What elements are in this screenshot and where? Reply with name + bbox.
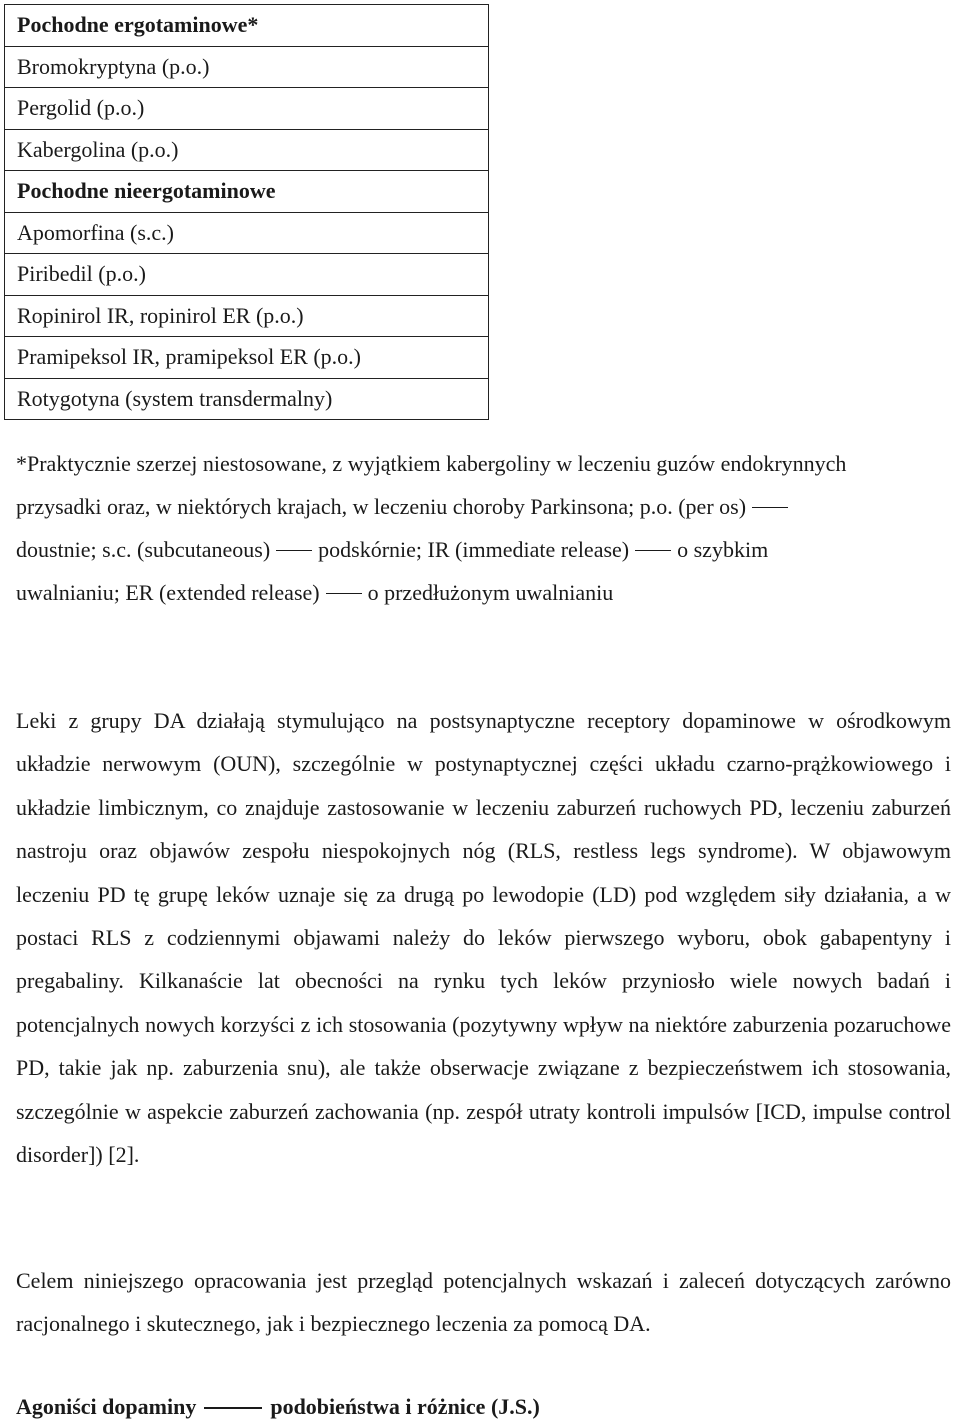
footnote-line-3-part-b: podskórnie; IR (immediate release) xyxy=(318,537,630,562)
table-row xyxy=(5,254,489,296)
footnote-line-4 xyxy=(16,582,613,604)
table-row xyxy=(5,46,489,88)
footnote-line-3-part-a: doustnie; s.c. (subcutaneous) xyxy=(16,537,271,562)
em-dash xyxy=(276,550,312,551)
table-cell: Pergolid (p.o.) xyxy=(5,88,489,130)
table-group-header: Pochodne ergotaminowe* xyxy=(5,5,489,47)
section-heading-part-2: podobieństwa i różnice (J.S.) xyxy=(270,1394,540,1419)
footnote-line-1: *Praktycznie szerzej niestosowane, z wyjątkiem kabergoliny w leczeniu guzów endokrynnych xyxy=(16,451,847,476)
table-row xyxy=(5,88,489,130)
em-dash xyxy=(326,593,362,594)
section-heading-part-1: Agoniści dopaminy xyxy=(16,1394,197,1419)
table-cell: Ropinirol IR, ropinirol ER (p.o.) xyxy=(5,295,489,337)
table-row xyxy=(5,295,489,337)
table-row xyxy=(5,171,489,213)
table-cell: Kabergolina (p.o.) xyxy=(5,129,489,171)
footnote-line-2 xyxy=(16,496,794,518)
footnote-line-3-part-c: o szybkim xyxy=(677,537,769,562)
table-row xyxy=(5,5,489,47)
table-cell: Bromokryptyna (p.o.) xyxy=(5,46,489,88)
footnote-line-3 xyxy=(16,539,768,561)
dopamine-agonists-table xyxy=(4,4,489,420)
footnote-line-2-text: przysadki oraz, w niektórych krajach, w leczeniu choroby Parkinsona; p.o. (per os) xyxy=(16,494,747,519)
table-group-header: Pochodne nieergotaminowe xyxy=(5,171,489,213)
table-row xyxy=(5,337,489,379)
em-dash xyxy=(204,1407,262,1409)
em-dash xyxy=(635,550,671,551)
table-cell: Rotygotyna (system transdermalny) xyxy=(5,378,489,420)
body-paragraph-1: Leki z grupy DA działają stymulująco na postsynaptyczne receptory dopaminowe w ośrodkowym układzie nerwowym (OUN), szczególnie w postynaptycznej części układu czarno-prążkowiowego i układzie limbicznym, co znajduje zastosowanie w leczeniu zaburzeń ruchowych PD, leczeniu zaburzeń nastroju oraz objawów zespołu niespokojnych nóg (RLS, restless legs syndrome). W objawowym leczeniu PD tę grupę leków uznaje się za drugą po lewodopie (LD) pod względem siły działania, a w postaci RLS z codziennymi objawami należy do leków pierwszego wyboru, obok gabapentyny i pregabaliny. Kilkanaście lat obecności na rynku tych leków przyniosło wiele nowych badań i potencjalnych nowych korzyści z ich stosowania (pozytywny wpływ na niektóre zaburzenia pozaruchowe PD, takie jak np. zaburzenia snu), ale także obserwacje związane z bezpieczeństwem ich stosowania, szczególnie w aspekcie zaburzeń zachowania (np. zespół utraty kontroli impulsów [ICD, impulse control disorder]) [2]. xyxy=(16,708,951,1168)
footnote-line-4-part-b: o przedłużonym uwalnianiu xyxy=(367,580,614,605)
footnote-line-4-part-a: uwalnianiu; ER (extended release) xyxy=(16,580,320,605)
table-row xyxy=(5,129,489,171)
body-paragraph-2: Celem niniejszego opracowania jest przegląd potencjalnych wskazań i zaleceń dotyczących zarówno racjonalnego i skutecznego, jak i bezpiecznego leczenia za pomocą DA. xyxy=(16,1268,951,1337)
table-row xyxy=(5,378,489,420)
table-cell: Pramipeksol IR, pramipeksol ER (p.o.) xyxy=(5,337,489,379)
table-cell: Apomorfina (s.c.) xyxy=(5,212,489,254)
table-row xyxy=(5,212,489,254)
section-heading xyxy=(16,1396,540,1418)
em-dash xyxy=(752,507,788,508)
table-cell: Piribedil (p.o.) xyxy=(5,254,489,296)
